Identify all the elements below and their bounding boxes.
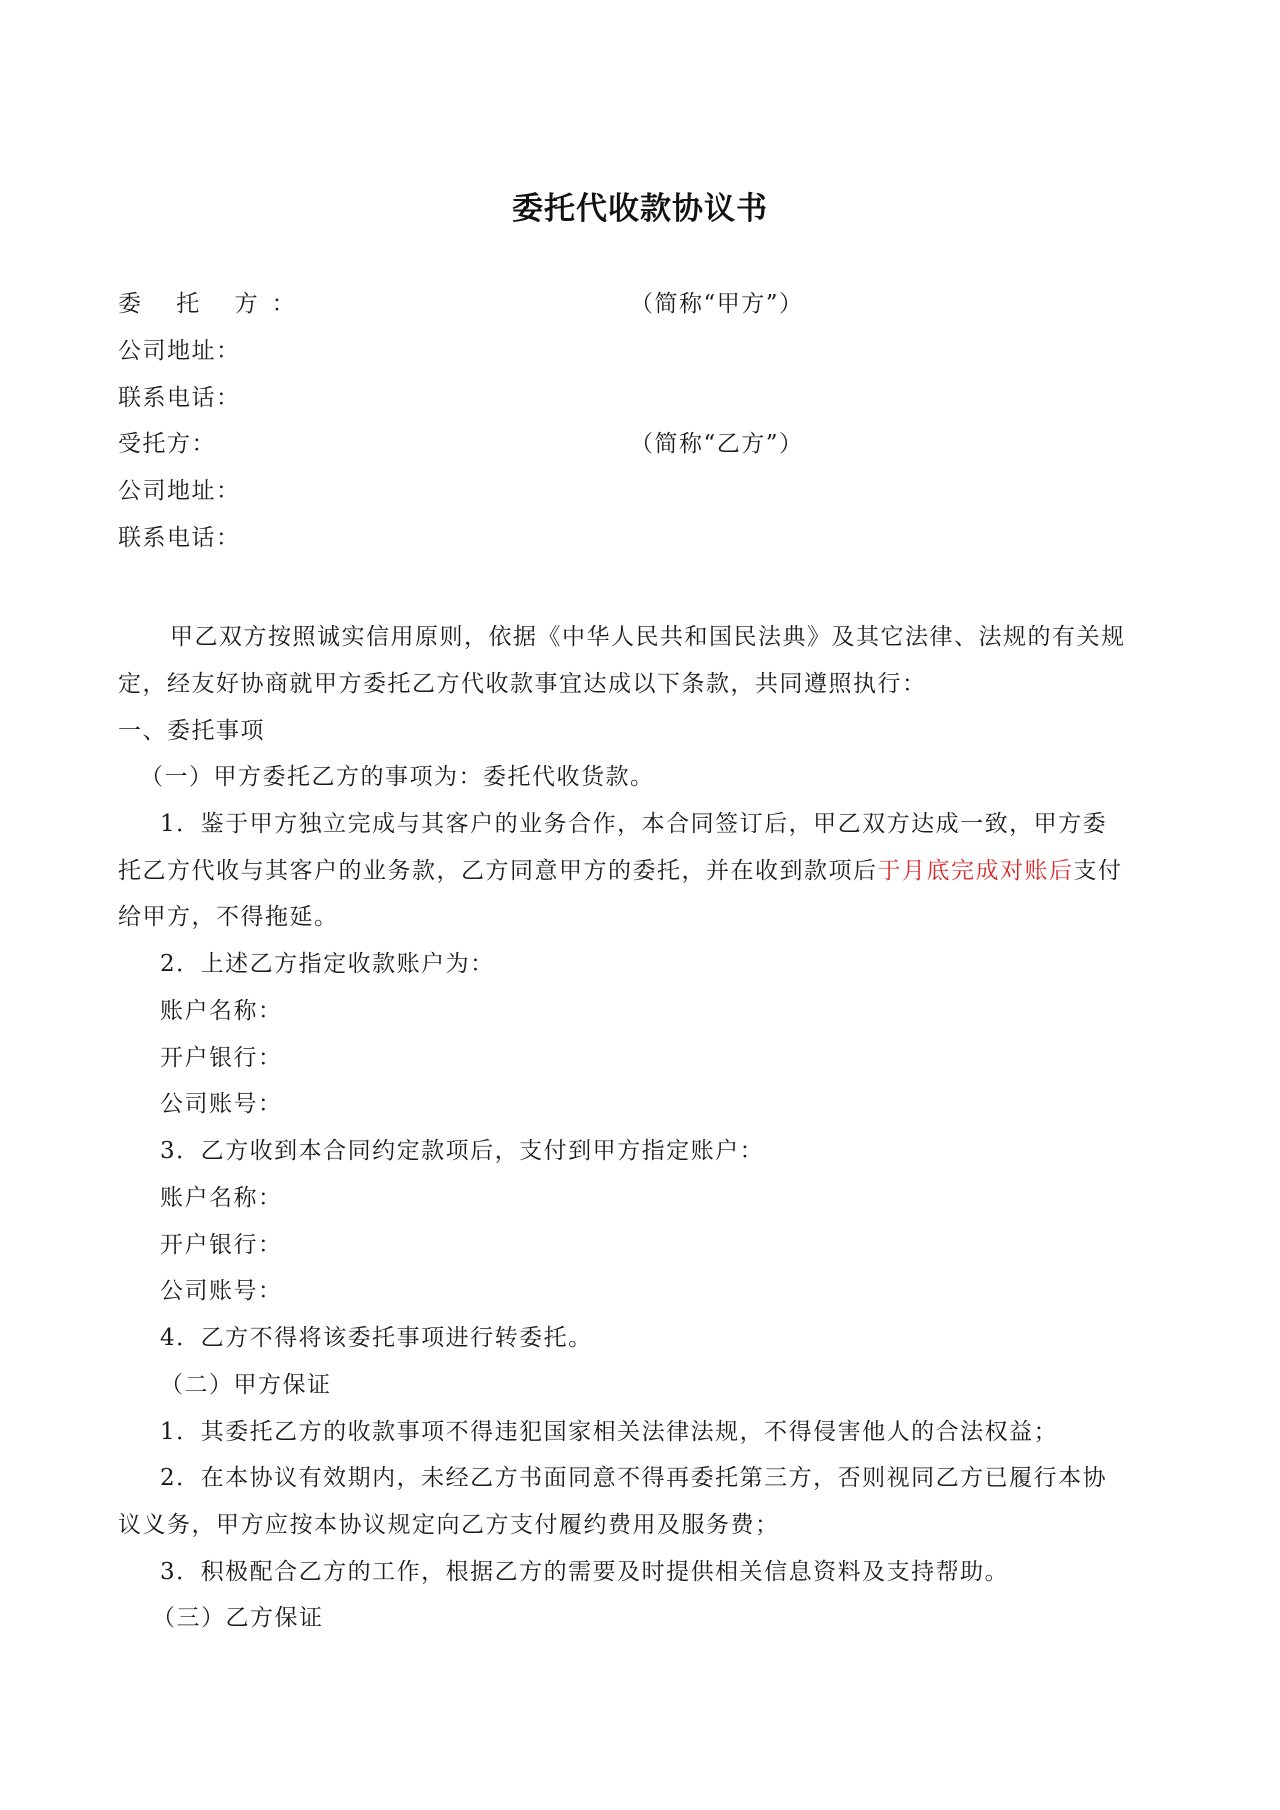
guarantee-a-item-2-line-1: 2．在本协议有效期内，未经乙方书面同意不得再委托第三方，否则视同乙方已履行本协 [160, 1465, 1108, 1491]
item-1-line-3: 给甲方，不得拖延。 [118, 904, 339, 930]
party-b-address-label: 公司地址： [118, 478, 241, 504]
item-1-line-2-text: 托乙方代收与其客户的业务款，乙方同意甲方的委托，并在收到款项后 [118, 858, 878, 884]
item-1-line-1: 1．鉴于甲方独立完成与其客户的业务合作，本合同签订后，甲乙双方达成一致，甲方委 [160, 811, 1108, 837]
item-1-line-2 [118, 856, 1123, 886]
subsection-3-heading: （三）乙方保证 [152, 1605, 324, 1631]
item-4: 4．乙方不得将该委托事项进行转委托。 [160, 1325, 593, 1351]
preamble-line-1: 甲乙双方按照诚实信用原则，依据《中华人民共和国民法典》及其它法律、法规的有关规 [170, 624, 1126, 650]
item-2-bank: 开户银行： [160, 1045, 283, 1071]
subsection-2-heading: （二）甲方保证 [160, 1372, 332, 1398]
guarantee-a-item-3: 3．积极配合乙方的工作，根据乙方的需要及时提供相关信息资料及支持帮助。 [160, 1559, 1010, 1585]
party-b-phone-label: 联系电话： [118, 525, 241, 551]
guarantee-a-item-2-line-2: 议义务，甲方应按本协议规定向乙方支付履约费用及服务费； [118, 1512, 780, 1538]
party-a-phone-label: 联系电话： [118, 385, 241, 411]
item-1-line-2-end: 支付 [1073, 858, 1123, 884]
party-a-address-label: 公司地址： [118, 338, 241, 364]
item-2: 2．上述乙方指定收款账户为： [160, 951, 495, 977]
section-1-heading: 一、委托事项 [118, 718, 265, 744]
party-a-label: 委 托 方： [118, 291, 309, 317]
item-3-account-name: 账户名称： [160, 1185, 283, 1211]
party-b-label: 受托方： [118, 431, 216, 457]
item-2-account-no: 公司账号： [160, 1091, 283, 1117]
item-3: 3．乙方收到本合同约定款项后，支付到甲方指定账户： [160, 1138, 765, 1164]
party-b-alias: （简称“乙方”） [630, 431, 804, 457]
party-a-alias: （简称“甲方”） [630, 291, 804, 317]
guarantee-a-item-1: 1．其委托乙方的收款事项不得违犯国家相关法律法规，不得侵害他人的合法权益； [160, 1419, 1059, 1445]
item-3-bank: 开户银行： [160, 1232, 283, 1258]
item-2-account-name: 账户名称： [160, 998, 283, 1024]
item-3-account-no: 公司账号： [160, 1278, 283, 1304]
subsection-1-heading: （一）甲方委托乙方的事项为：委托代收货款。 [140, 764, 655, 790]
document-title: 委托代收款协议书 [512, 191, 768, 227]
preamble-line-2: 定，经友好协商就甲方委托乙方代收款事宜达成以下条款，共同遵照执行： [118, 671, 927, 697]
item-1-highlight: 于月底完成对账后 [877, 858, 1074, 884]
